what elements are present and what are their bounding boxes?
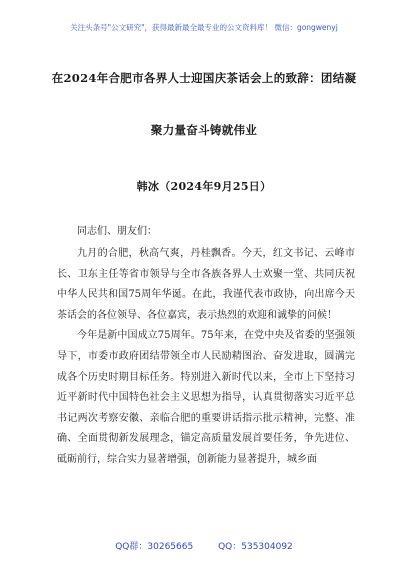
- title-line-2: 聚力量奋斗铸就伟业: [150, 123, 258, 137]
- footer: [0, 539, 408, 552]
- greeting: [57, 222, 355, 243]
- paragraph: 今年是新中国成立75周年。75年来，在党中央及省委的坚强领导下，市委市政府团结带领全市人民励精图治、奋发进取，圆满完成各个历史时期目标任务。特别进入新时代以来，全市上下坚持习近平新时代中国特色社会主义思想为指导，认真贯彻落实习近平总书记两次考察安徽、亲临合肥的重要讲话指示批示精神，完整、准确、全面贯彻新发展理念，锚定高质量发展首要任务，争先进位、砥砺前行，综合实力显著增强，创新能力显著提升，城乡面: [57, 330, 355, 465]
- footer-qq-group: QQ群：30265665: [115, 542, 194, 552]
- greeting-text: 同志们、朋友们：: [77, 226, 157, 237]
- body-paragraphs: [57, 244, 355, 471]
- author-date: 韩冰（2024年9月25日）: [136, 180, 272, 193]
- title-line-1: 在2024年合肥市各界人士迎国庆茶话会上的致辞：团结凝: [51, 71, 357, 85]
- paragraph: 九月的合肥，秋高气爽，丹桂飘香。今天，红文书记、云峰市长、卫东主任等省市领导与全市各族各界人士欢聚一堂、共同庆祝中华人民共和国75周年华诞。在此，我谨代表市政协，向出席今天茶话会的各位领导、各位嘉宾，表示热烈的欢迎和诚挚的问候！: [57, 248, 355, 321]
- footer-qq: QQ：535304092: [218, 542, 293, 552]
- header-note: 关注头条号"公文研究"，获得最新最全最专业的公文资料库！ 微信：gongwenyj: [70, 23, 338, 32]
